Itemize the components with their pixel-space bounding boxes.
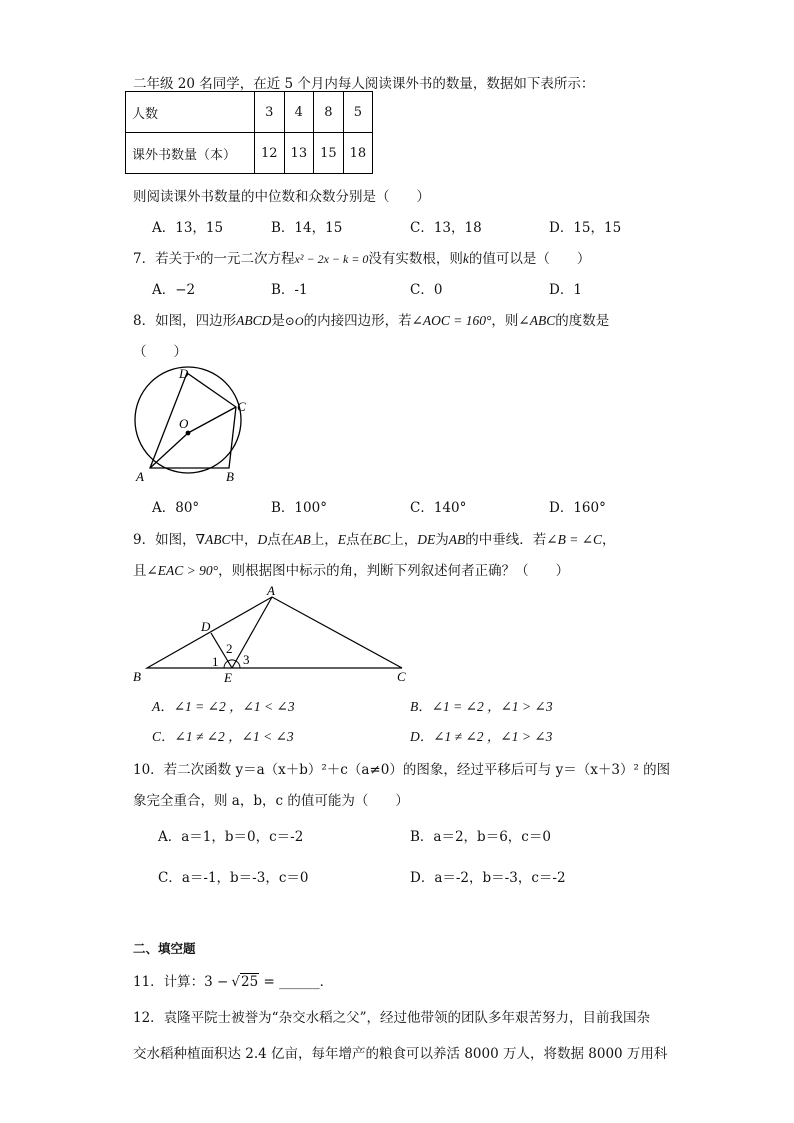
- label-a: A: [136, 469, 144, 484]
- q9-text: 点在: [267, 532, 295, 548]
- q9-var: AB: [448, 532, 466, 547]
- q9-text: ，: [602, 532, 616, 548]
- angle-label-3: 3: [243, 652, 250, 667]
- label-e: E: [224, 670, 232, 685]
- segment-oc: [188, 407, 236, 433]
- q9-text: ，则根据图中标示的角，判断下列叙述何者正确？（ ）: [218, 563, 570, 579]
- q6-question: 则阅读课外书数量的中位数和众数分别是（ ）: [133, 189, 430, 205]
- q8-line2: （ ）: [133, 344, 187, 360]
- q11-prefix: 11．计算：3 −: [133, 974, 229, 990]
- q8-mid: 是: [271, 313, 285, 329]
- table-row-label: 课外书数量（本）: [126, 133, 255, 174]
- q10-option-b: B．a＝2，b＝6，c＝0: [410, 829, 551, 845]
- q12-line2: 交水稻种植面积达 2.4 亿亩，每年增产的粮食可以养活 8000 万人，将数据 8000 万用科: [133, 1046, 668, 1062]
- q10-option-a: A．a＝1，b＝0，c＝-2: [158, 829, 304, 845]
- quadrilateral-abcd: [150, 373, 236, 468]
- q9-var: BC: [373, 532, 391, 547]
- q10-option-d: D．a＝-2，b＝-3，c＝-2: [410, 870, 566, 886]
- q9-option-c: C．∠1 ≠ ∠2 ，∠1 < ∠3: [152, 729, 294, 744]
- table-cell: 13: [284, 133, 314, 174]
- label-b: B: [226, 469, 234, 484]
- label-d: D: [201, 619, 211, 634]
- q9-var: DE: [417, 532, 436, 547]
- sqrt-sign: √: [231, 974, 240, 990]
- q9-condition: ∠EAC > 90°: [146, 563, 219, 578]
- q12-line1: 12．袁隆平院士被誉为“杂交水稻之父”，经过他带领的团队多年艰苦努力，目前我国杂: [133, 1010, 650, 1026]
- table-row: [126, 133, 373, 174]
- q9-condition: ∠B = ∠C: [546, 532, 603, 547]
- q10-line1: 10．若二次函数 y＝a（x＋b）²＋c（a≠0）的图象，经过平移后可与 y＝（x＋3）² 的图: [133, 762, 671, 778]
- q9-text: 的中垂线．若: [465, 532, 547, 548]
- label-c: C: [397, 669, 406, 684]
- table-cell: 5: [343, 92, 373, 133]
- angle-2-arc: [228, 660, 236, 661]
- table-row-label: 人数: [126, 92, 255, 133]
- q9-triangle-figure: [128, 582, 418, 686]
- q9-line1: [133, 528, 616, 548]
- q8-suffix2: 的度数是: [555, 313, 610, 329]
- q9-var: E: [337, 532, 347, 547]
- q11-stem: [133, 970, 333, 990]
- q7-suffix2: 的值可以是（ ）: [468, 251, 591, 267]
- q8-mid2: 的内接四边形，若: [303, 313, 412, 329]
- q7-equation: x² − 2x − k = 0: [294, 252, 369, 266]
- q8-option-a: A．80°: [152, 500, 200, 516]
- label-d: D: [179, 366, 189, 381]
- segment-ao: [150, 433, 188, 468]
- section-title: 二、填空题: [133, 941, 196, 956]
- label-b: B: [133, 669, 141, 684]
- q10-line2: 象完全重合，则 a，b，c 的值可能为（ ）: [133, 793, 409, 809]
- table-cell: 15: [314, 133, 344, 174]
- q9-text: 9．如图，: [133, 532, 196, 548]
- q10-option-c: C．a＝-1，b＝-3，c＝0: [158, 870, 309, 886]
- q7-prefix: 7．若关于: [133, 251, 196, 267]
- q7-option-a: A．−2: [152, 282, 196, 298]
- q8-ask: ∠ABC: [518, 313, 556, 328]
- q9-text: 中，: [230, 532, 258, 548]
- triangle-abc: [147, 597, 402, 668]
- q9-option-b: B．∠1 = ∠2 ，∠1 > ∠3: [410, 699, 553, 714]
- q8-option-b: B．100°: [271, 500, 327, 516]
- table-cell: 4: [284, 92, 314, 133]
- q9-text: 为: [435, 532, 449, 548]
- q6-option-a: A．13，15: [152, 220, 224, 236]
- segment-ae: [232, 597, 272, 668]
- angle-label-2: 2: [226, 641, 233, 656]
- q7-option-d: D．1: [549, 282, 582, 298]
- label-o: O: [179, 416, 189, 431]
- q9-line2: [133, 559, 569, 579]
- q8-quad: ABCD: [236, 313, 272, 328]
- q11-suffix: = ______．: [259, 974, 334, 990]
- q8-stem: [133, 309, 609, 329]
- q9-triangle: ∇ABC: [195, 532, 231, 547]
- table-cell: 18: [343, 133, 373, 174]
- q6-option-b: B．14，15: [271, 220, 343, 236]
- q7-stem: [133, 247, 590, 267]
- q7-option-b: B．-1: [271, 282, 308, 298]
- q8-circle: ⊙O: [284, 314, 304, 328]
- table-cell: 8: [314, 92, 344, 133]
- q9-text: 上，: [310, 532, 338, 548]
- q7-var-k: k: [462, 251, 469, 266]
- q6-option-c: C．13，18: [410, 220, 482, 236]
- q9-var: D: [257, 532, 268, 547]
- q9-option-a: A．∠1 = ∠2 ，∠1 < ∠3: [152, 699, 295, 714]
- table-cell: 12: [255, 133, 285, 174]
- angle-3-arc: [236, 661, 240, 668]
- q8-suffix: ，则: [491, 313, 519, 329]
- q7-suffix1: 没有实数根，则: [368, 251, 463, 267]
- q8-prefix: 8．如图，四边形: [133, 313, 237, 329]
- q6-intro: 二年级 20 名同学，在近 5 个月内每人阅读课外书的数量，数据如下表所示：: [133, 76, 595, 92]
- q9-text: 点在: [346, 532, 374, 548]
- q7-var-x: x: [195, 252, 201, 263]
- center-point: [186, 431, 191, 436]
- table-cell: 3: [255, 92, 285, 133]
- label-a: A: [267, 583, 275, 598]
- q8-option-c: C．140°: [410, 500, 467, 516]
- angle-label-1: 1: [212, 654, 219, 669]
- q9-text: 且: [133, 563, 147, 579]
- table-row: [126, 92, 373, 133]
- q11-radicand: 25: [240, 974, 259, 990]
- q6-option-d: D．15，15: [549, 220, 622, 236]
- q8-option-d: D．160°: [549, 500, 606, 516]
- q8-circle-figure: [128, 362, 258, 486]
- q7-option-c: C．0: [410, 282, 443, 298]
- q7-mid: 的一元二次方程: [200, 251, 295, 267]
- angle-1-arc: [224, 661, 228, 668]
- label-c: C: [237, 399, 246, 414]
- books-table: [125, 91, 373, 174]
- q9-var: AB: [294, 532, 311, 547]
- q9-option-d: D．∠1 ≠ ∠2 ，∠1 > ∠3: [410, 729, 553, 744]
- q9-text: 上，: [390, 532, 418, 548]
- q8-condition: ∠AOC = 160°: [411, 313, 492, 328]
